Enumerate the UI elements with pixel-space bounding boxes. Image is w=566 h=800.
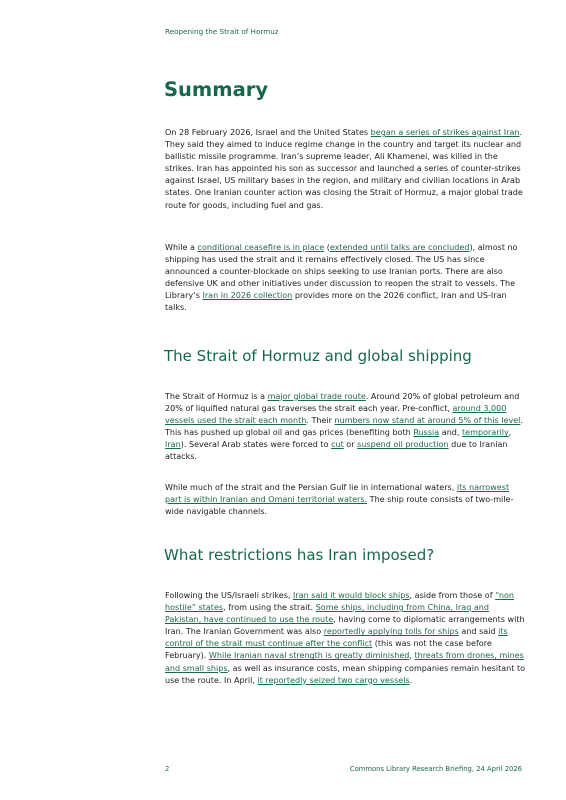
inline-link[interactable]: temporarily (462, 428, 509, 438)
section1-paragraph-1: The Strait of Hormuz is a major global trade route. Around 20% of global petroleum and 20% of liquified natural gas traverses the strait each year. Pre-conflict, around 3,000 vessels used the strait each month. Their numbers now stand at around 5% of this level. This has pushed up global oil and gas prices (benefiting both Russia and, temporarily, Iran). Several Arab states were forced to cut or suspend oil production due to Iranian attacks. (165, 392, 523, 462)
inline-link[interactable]: Iran (165, 440, 181, 450)
summary-paragraph-1: On 28 February 2026, Israel and the United States began a series of strikes against Iran. They said they aimed to induce regime change in the country and target its nuclear and ballistic missile programme. Iran’s supreme leader, Ali Khamenei, was killed in the strikes. Iran has appointed his son as successor and launched a series of counter-strikes against Israel, US military bases in the region, and military and civilian locations in Arab states. One Iranian counter action was closing the Strait of Hormuz, a major global trade route for goods, including fuel and gas. (165, 128, 523, 210)
inline-link[interactable]: Iran said it would block ships (293, 591, 410, 600)
inline-link[interactable]: conditional ceasefire is in place (197, 243, 325, 252)
section2-paragraph-1: Following the US/Israeli strikes, Iran said it would block ships, aside from those of “non hostile” states, from using the strait. Some ships, including from China, Iraq and Pakistan, have continued to use the route, having come to diplomatic arrangements with Iran. The Iranian Government was also reportedly applying tolls for ships and said its control of the strait must continue after the conflict (this was not the case before February). While Iranian naval strength is greatly diminished, threats from drones, mines and small ships, as well as insurance costs, mean shipping companies remain hesitant to use the route. In April, it reportedly seized two cargo vessels. (165, 591, 526, 685)
inline-link[interactable]: threats from drones, mines and small ships (165, 651, 524, 673)
section-heading-strait-shipping: The Strait of Hormuz and global shipping (164, 347, 472, 365)
inline-link[interactable]: Some ships, including from China, Iraq and Pakistan, have continued to use the route (165, 603, 490, 625)
inline-link[interactable]: extended until talks are concluded (329, 243, 470, 252)
inline-link[interactable]: began a series of strikes against Iran (370, 128, 520, 137)
footer-source: Commons Library Research Briefing, 24 April 2026 (349, 765, 522, 773)
running-head: Reopening the Strait of Hormuz (165, 27, 279, 36)
inline-link[interactable]: Iran in 2026 collection (202, 291, 293, 301)
inline-link[interactable]: major global trade route (267, 392, 366, 401)
inline-link[interactable]: Russia (413, 428, 440, 438)
inline-link[interactable]: reportedly applying tolls for ships (323, 627, 459, 637)
section1-paragraph-2: While much of the strait and the Persian Gulf lie in international waters, its narrowest part is within Iranian and Omani territorial waters. The ship route consists of two-mile-wide navigable channels. (165, 483, 514, 517)
inline-link[interactable]: “non hostile” states (165, 591, 514, 613)
inline-link[interactable]: its narrowest part is within Iranian and Omani territorial waters. (165, 483, 510, 505)
section-heading-iran-restrictions: What restrictions has Iran imposed? (164, 546, 435, 564)
inline-link[interactable]: cut (331, 440, 344, 450)
inline-link[interactable]: it reportedly seized two cargo vessels (257, 675, 410, 685)
inline-link[interactable]: While Iranian naval strength is greatly diminished (208, 651, 410, 661)
inline-link[interactable]: suspend oil production (357, 440, 449, 450)
inline-link[interactable]: numbers now stand at around 5% of this level (334, 416, 521, 426)
page-number: 2 (165, 765, 170, 773)
summary-paragraph-2: While a conditional ceasefire is in place (extended until talks are concluded), almost no shipping has used the strait and it remains effectively closed. The US has since announced a counter-blockade on ships seeking to use Iranian ports. There are also defensive UK and other initiatives under discussion to reopen the strait to vessels. The Library’s Iran in 2026 collection provides more on the 2026 conflict, Iran and US-Iran talks. (165, 243, 518, 313)
inline-link[interactable]: around 3,000 vessels used the strait each month (165, 404, 507, 426)
page-title: Summary (164, 78, 269, 101)
inline-link[interactable]: its control of the strait must continue after the conflict (165, 627, 508, 649)
